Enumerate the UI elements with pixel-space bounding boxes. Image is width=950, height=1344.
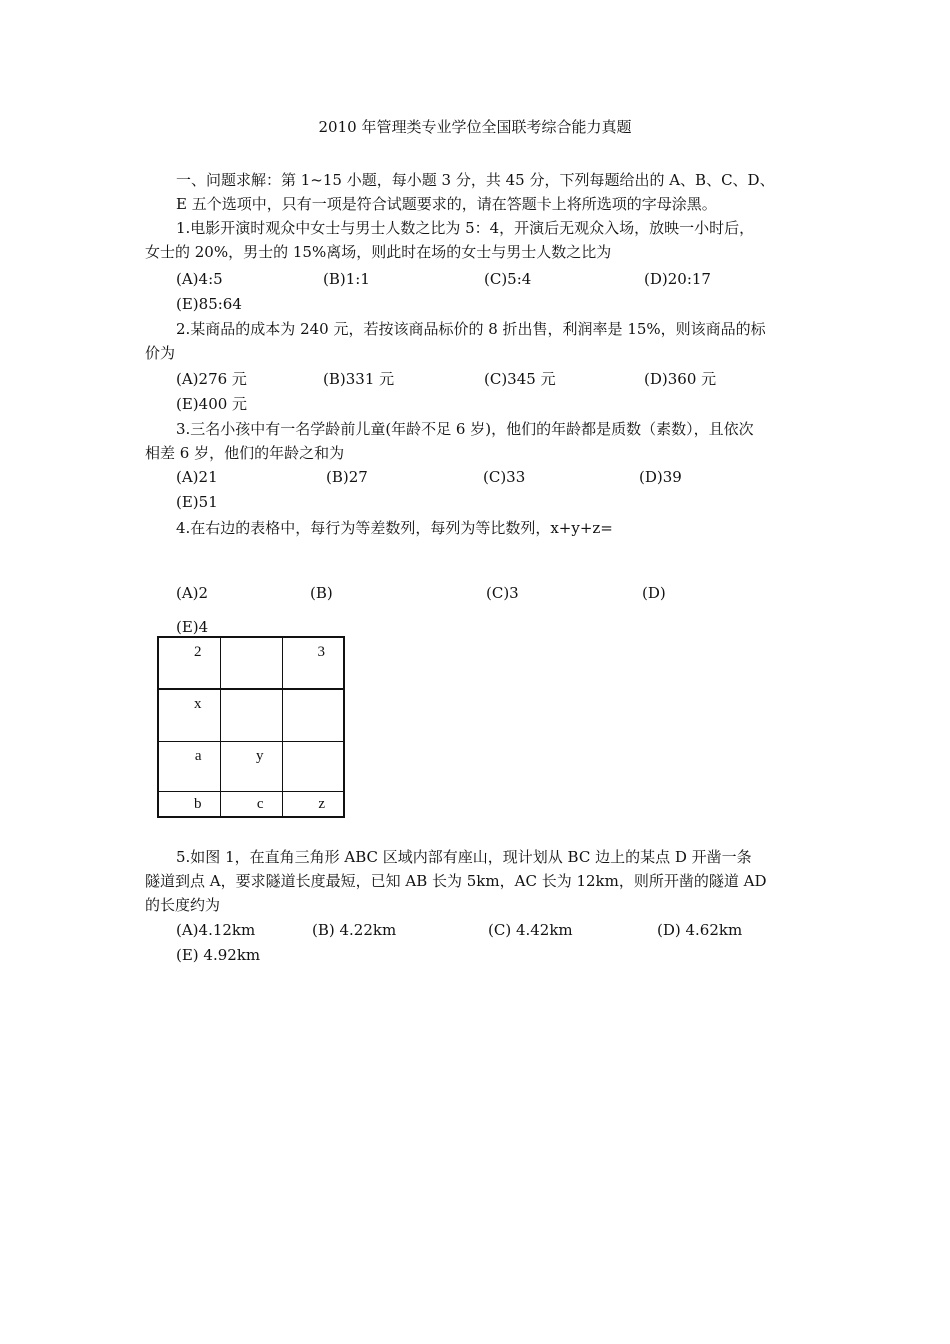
q5-text-line-1: 5.如图 1，在直角三角形 ABC 区域内部有座山，现计划从 BC 边上的某点 D 开凿一条 [176,848,752,866]
grid-cell: 3 [282,637,344,689]
q1-option-d: (D)20:17 [644,270,711,288]
grid-cell: y [220,741,282,791]
q3-option-a: (A)21 [176,468,218,486]
q3-option-e: (E)51 [176,493,218,511]
grid-row [158,637,344,689]
grid-row [158,741,344,791]
q3-option-b: (B)27 [326,468,368,486]
q1-text-line-2: 女士的 20%，男士的 15%离场，则此时在场的女士与男士人数之比为 [145,243,612,261]
q4-option-c: (C)3 [486,584,519,602]
grid-row [158,689,344,741]
q5-text-line-3: 的长度约为 [145,896,221,914]
q2-text-line-2: 价为 [145,344,176,362]
q4-option-b: (B) [310,584,333,602]
q2-option-a: (A)276 元 [176,370,247,388]
grid-cell [282,741,344,791]
q1-option-a: (A)4:5 [176,270,223,288]
q2-option-b: (B)331 元 [323,370,395,388]
q3-option-d: (D)39 [639,468,682,486]
grid-cell: 2 [158,637,220,689]
grid-cell: a [158,741,220,791]
q4-text-line-1: 4.在右边的表格中，每行为等差数列，每列为等比数列，x+y+z= [176,519,613,537]
q3-text-line-1: 3.三名小孩中有一名学龄前儿童(年龄不足 6 岁)，他们的年龄都是质数（素数），且依次 [176,420,754,438]
q4-number-grid [157,636,345,818]
page-title: 2010 年管理类专业学位全国联考综合能力真题 [318,118,632,136]
grid-row [158,791,344,817]
q5-text-line-2: 隧道到点 A，要求隧道长度最短，已知 AB 长为 5km，AC 长为 12km，则所开凿的隧道 AD [145,872,767,890]
q4-option-d: (D) [642,584,666,602]
q4-option-a: (A)2 [176,584,209,602]
q3-option-c: (C)33 [483,468,526,486]
grid-cell: z [282,791,344,817]
q1-option-c: (C)5:4 [484,270,532,288]
q3-text-line-2: 相差 6 岁，他们的年龄之和为 [145,444,345,462]
q5-option-e: (E) 4.92km [176,946,261,964]
q2-option-e: (E)400 元 [176,395,248,413]
q1-option-b: (B)1:1 [323,270,370,288]
q4-option-e: (E)4 [176,618,209,636]
section-intro-line-1: 一、问题求解：第 1~15 小题，每小题 3 分，共 45 分，下列每题给出的 A、B、C、D、 [176,171,775,189]
q5-option-b: (B) 4.22km [312,921,397,939]
grid-cell [220,689,282,741]
grid-cell [220,637,282,689]
grid-cell [282,689,344,741]
q2-text-line-1: 2.某商品的成本为 240 元，若按该商品标价的 8 折出售，利润率是 15%，则该商品的标 [176,320,766,338]
q5-option-c: (C) 4.42km [488,921,573,939]
q1-option-e: (E)85:64 [176,295,242,313]
q5-option-a: (A)4.12km [176,921,256,939]
q2-option-d: (D)360 元 [644,370,717,388]
q1-text-line-1: 1.电影开演时观众中女士与男士人数之比为 5：4，开演后无观众入场，放映一小时后， [176,219,755,237]
grid-cell: x [158,689,220,741]
q5-option-d: (D) 4.62km [657,921,743,939]
section-intro-line-2: E 五个选项中，只有一项是符合试题要求的，请在答题卡上将所选项的字母涂黑。 [176,195,717,213]
grid-cell: c [220,791,282,817]
q2-option-c: (C)345 元 [484,370,556,388]
grid-cell: b [158,791,220,817]
